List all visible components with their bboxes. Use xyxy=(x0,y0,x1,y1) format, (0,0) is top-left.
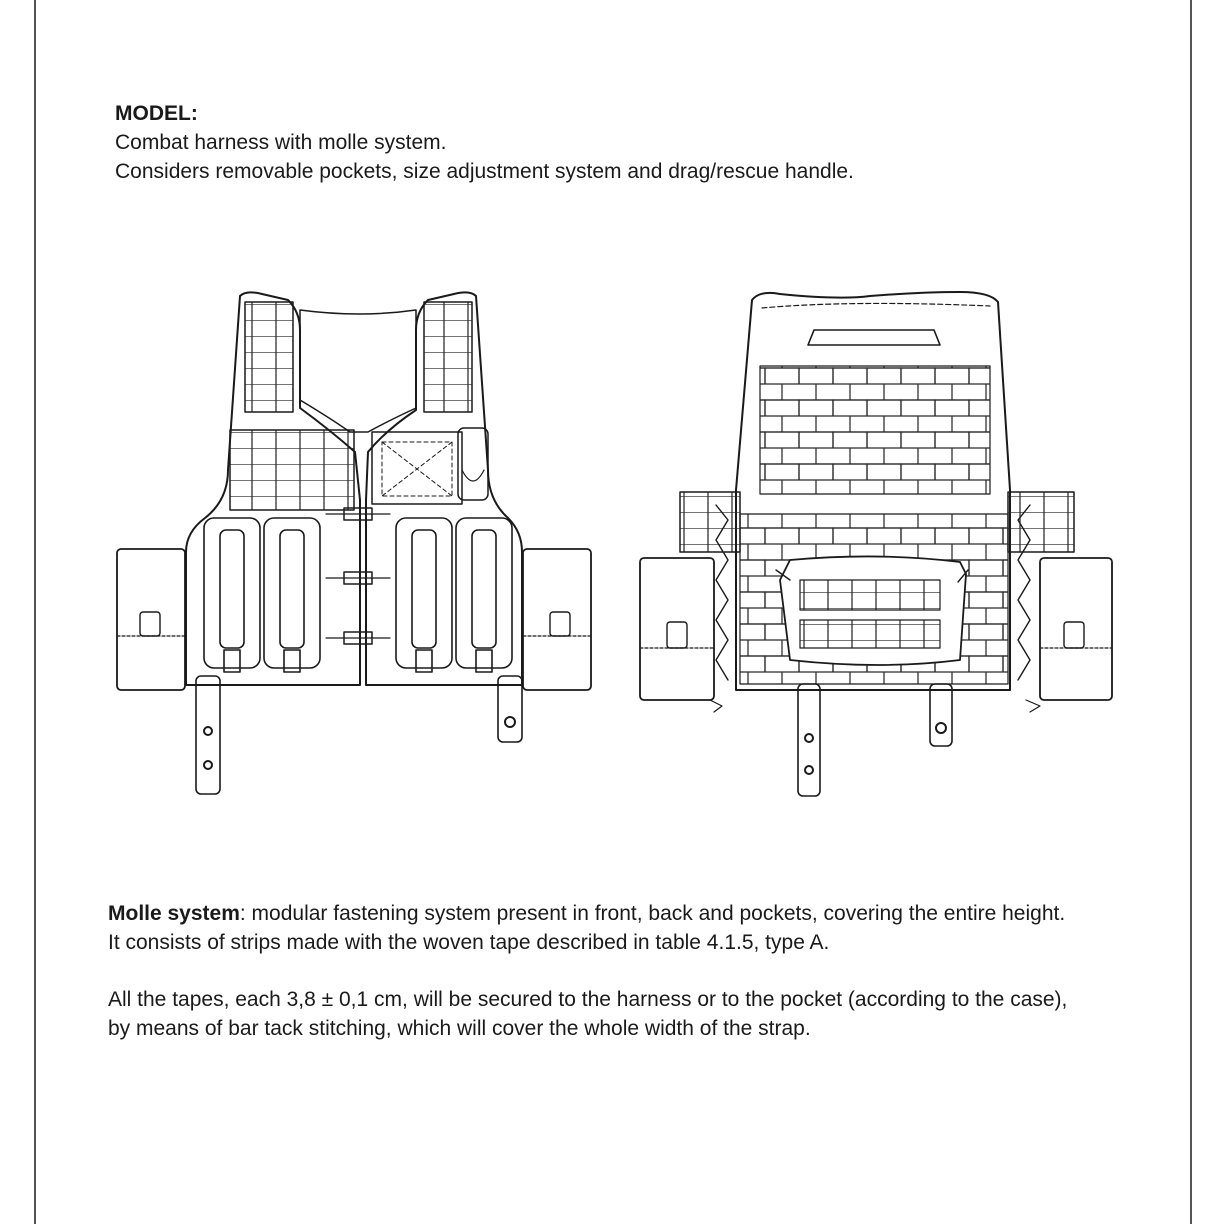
front-view-illustration xyxy=(117,292,591,794)
tapes-line-2: by means of bar tack stitching, which will cover the whole width of the strap. xyxy=(108,1017,811,1040)
tapes-line-1: All the tapes, each 3,8 ± 0,1 cm, will be secured to the harness or to the pocket (according to the case), xyxy=(108,988,1068,1011)
molle-paragraph xyxy=(108,899,1178,957)
molle-term: Molle system xyxy=(108,902,240,925)
molle-line-1: : modular fastening system present in front, back and pockets, covering the entire height. xyxy=(239,902,1066,925)
model-heading: MODEL: xyxy=(115,102,198,125)
model-line-1: Combat harness with molle system. xyxy=(115,131,447,154)
tapes-paragraph xyxy=(108,985,1178,1043)
model-line-2: Considers removable pockets, size adjustment system and drag/rescue handle. xyxy=(115,160,854,183)
back-view-illustration xyxy=(640,292,1112,796)
specification-notes xyxy=(108,899,1178,1043)
molle-line-2: It consists of strips made with the woven tape described in table 4.1.5, type A. xyxy=(108,931,830,954)
